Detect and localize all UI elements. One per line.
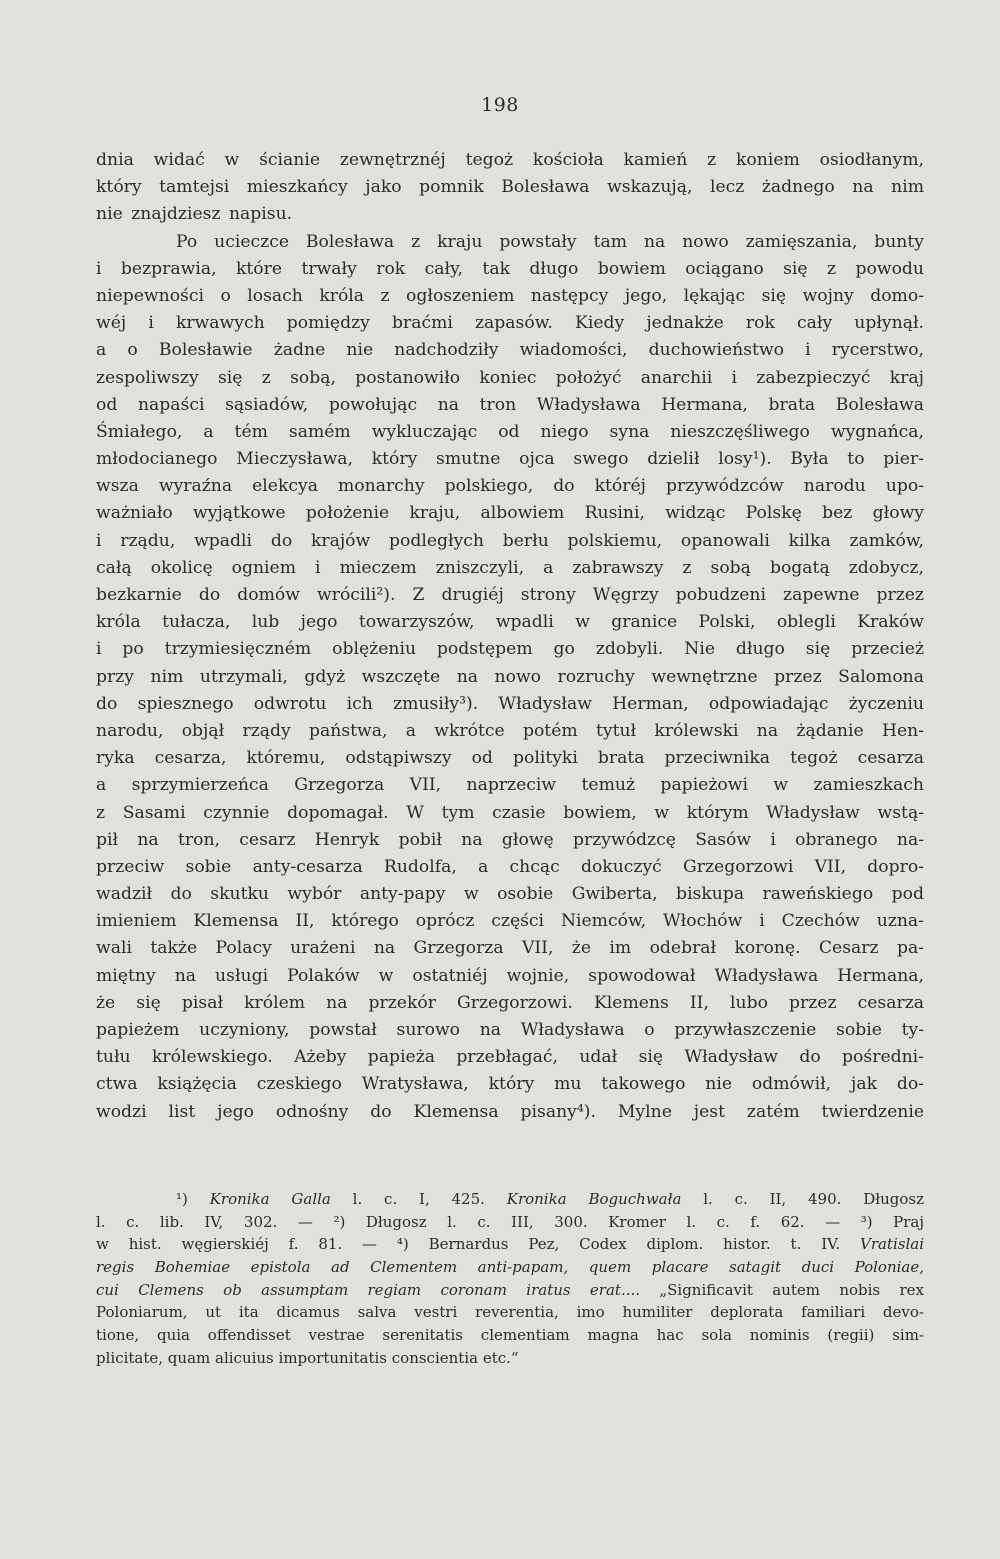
footnote-segment: Vratislai [859,1235,924,1254]
text-line: wadził do skutku wybór anty-papy w osobie Gwiberta, biskupa raweńskiego pod [96,884,924,905]
footnote-line [96,1279,924,1302]
text-line: imieniem Klemensa II, którego oprócz części Niemców, Włochów i Czechów uzna- [96,911,924,932]
footnote-segment: Kronika Galla [209,1190,331,1208]
text-line: zespoliwszy się z sobą, postanowiło koniec położyć anarchii i zabezpieczyć kraj [96,367,924,388]
footnote-segment: l. c. II, 490. Długosz [681,1190,924,1208]
text-line: który tamtejsi mieszkańcy jako pomnik Bolesława wskazują, lecz żadnego na nim [96,177,924,198]
text-line: całą okolicę ogniem i mieczem zniszczyli, a zabrawszy z sobą bogatą zdobycz, [96,557,924,578]
text-line: od napaści sąsiadów, powołując na tron Władysława Hermana, brata Bolesława [96,394,924,415]
footnote-segment: w hist. węgierskiéj f. 81. — ⁴) Bernardus Pez, Codex diplom. histor. t. IV. [96,1235,860,1254]
text-line: że się pisał królem na przekór Grzegorzowi. Klemens II, lubo przez cesarza [96,992,924,1013]
text-line: do spiesznego odwrotu ich zmusiły³). Władysław Herman, odpowiadając życzeniu [96,693,924,714]
footnote-segment: Kronika Boguchwała [506,1190,682,1208]
page-number: 198 [481,94,519,116]
text-line: a sprzymierzeńca Grzegorza VII, naprzeciw temuż papieżowi w zamieszkach [96,775,924,796]
footnote-segment: ¹) [176,1190,210,1208]
footnote-line [96,1188,924,1211]
footnote-line [96,1211,924,1234]
text-line: i rządu, wpadli do krajów podległych berłu polskiemu, opanowali kilka zamków, [96,530,924,551]
text-line: a o Bolesławie żadne nie nadchodziły wiadomości, duchowieństwo i rycerstwo, [96,340,924,361]
text-line: wali także Polacy urażeni na Grzegorza VII, że im odebrał koronę. Cesarz pa- [96,938,924,959]
text-line: dnia widać w ścianie zewnętrznéj tegoż kościoła kamień z koniem osiodłanym, [96,150,924,170]
text-line: z Sasami czynnie dopomagał. W tym czasie bowiem, w którym Władysław wstą- [96,802,924,823]
text-line: ctwa książęcia czeskiego Wratysława, który mu takowego nie odmówił, jak do- [96,1074,924,1095]
text-line: narodu, objął rządy państwa, a wkrótce potém tytuł królewski na żądanie Hen- [96,720,924,741]
footnote-line [96,1256,924,1279]
footnote-segment: tione, quia offendisset vestrae serenitatis clementiam magna hac sola nominis (regii) sim- [96,1326,924,1345]
text-line: papieżem uczyniony, powstał surowo na Władysława o przywłaszczenie sobie ty- [96,1020,924,1040]
text-line: i po trzymiesięczném oblężeniu podstępem go zdobyli. Nie długo się przecież [96,639,924,660]
footnote-line [96,1347,924,1370]
text-line: wodzi list jego odnośny do Klemensa pisany⁴). Mylne jest zatém twierdzenie [96,1101,924,1122]
footnote-line [96,1324,924,1347]
text-line: nie znajdziesz napisu. [96,204,293,225]
footnote-segment: regis Bohemiae epistola ad Clementem anti-papam, quem placare satagit duci Poloniae, [96,1258,924,1277]
text-line: Śmiałego, a tém samém wykluczając od niego syna nieszczęśliwego wygnańca, [96,421,924,442]
footnote-segment: l. c. I, 425. [330,1190,507,1208]
text-line: bezkarnie do domów wrócili²). Z drugiéj strony Węgrzy pobudzeni zapewne przez [96,585,924,605]
footnote-segment: plicitate, quam alicuius importunitatis conscientia etc.“ [96,1348,519,1367]
text-line: i bezprawia, które trwały rok cały, tak długo bowiem ociągano się z powodu [96,258,924,279]
text-line: Po ucieczce Bolesława z kraju powstały tam na nowo zamięszania, bunty [176,231,924,252]
footnote-segment: „Significavit autem nobis rex [640,1280,924,1299]
footnote-line [96,1233,924,1256]
text-line: króla tułacza, lub jego towarzyszów, wpadli w granice Polski, oblegli Kraków [96,612,924,633]
text-line: tułu królewskiego. Ażeby papieża przebłagać, udał się Władysław do pośredni- [96,1047,924,1068]
footnote-line [96,1301,924,1324]
text-line: miętny na usługi Polaków w ostatniéj wojnie, spowodował Władysława Hermana, [96,965,924,986]
footnote-segment: Poloniarum, ut ita dicamus salva vestri reverentia, imo humiliter deplorata familiari devo- [96,1303,924,1322]
text-line: wsza wyraźna elekcya monarchy polskiego, do któréj przywódzców narodu upo- [96,476,924,497]
text-line: ważniało wyjątkowe położenie kraju, albowiem Rusini, widząc Polskę bez głowy [96,503,924,524]
text-line: wéj i krwawych pomiędzy braćmi zapasów. Kiedy jednakże rok cały upłynął. [96,313,924,334]
footnote-segment: cui Clemens ob assumptam regiam coronam iratus erat.... [96,1280,641,1299]
text-line: niepewności o losach króla z ogłoszeniem następcy jego, lękając się wojny domo- [96,285,924,306]
text-line: ryka cesarza, któremu, odstąpiwszy od polityki brata przeciwnika tegoż cesarza [96,748,924,769]
footnote-segment: l. c. lib. IV, 302. — ²) Długosz l. c. III, 300. Kromer l. c. f. 62. — ³) Praj [96,1212,924,1231]
footnotes [96,1188,924,1370]
body-text [96,147,924,1126]
text-line: pił na tron, cesarz Henryk pobił na głowę przywódzcę Sasów i obranego na- [96,829,924,850]
text-line: młodocianego Mieczysława, który smutne ojca swego dzielił losy¹). Była to pier- [96,449,924,470]
text-line: przeciw sobie anty-cesarza Rudolfa, a chcąc dokuczyć Grzegorzowi VII, dopro- [96,856,924,877]
text-line: przy nim utrzymali, gdyż wszczęte na nowo rozruchy wewnętrzne przez Salomona [96,666,924,687]
